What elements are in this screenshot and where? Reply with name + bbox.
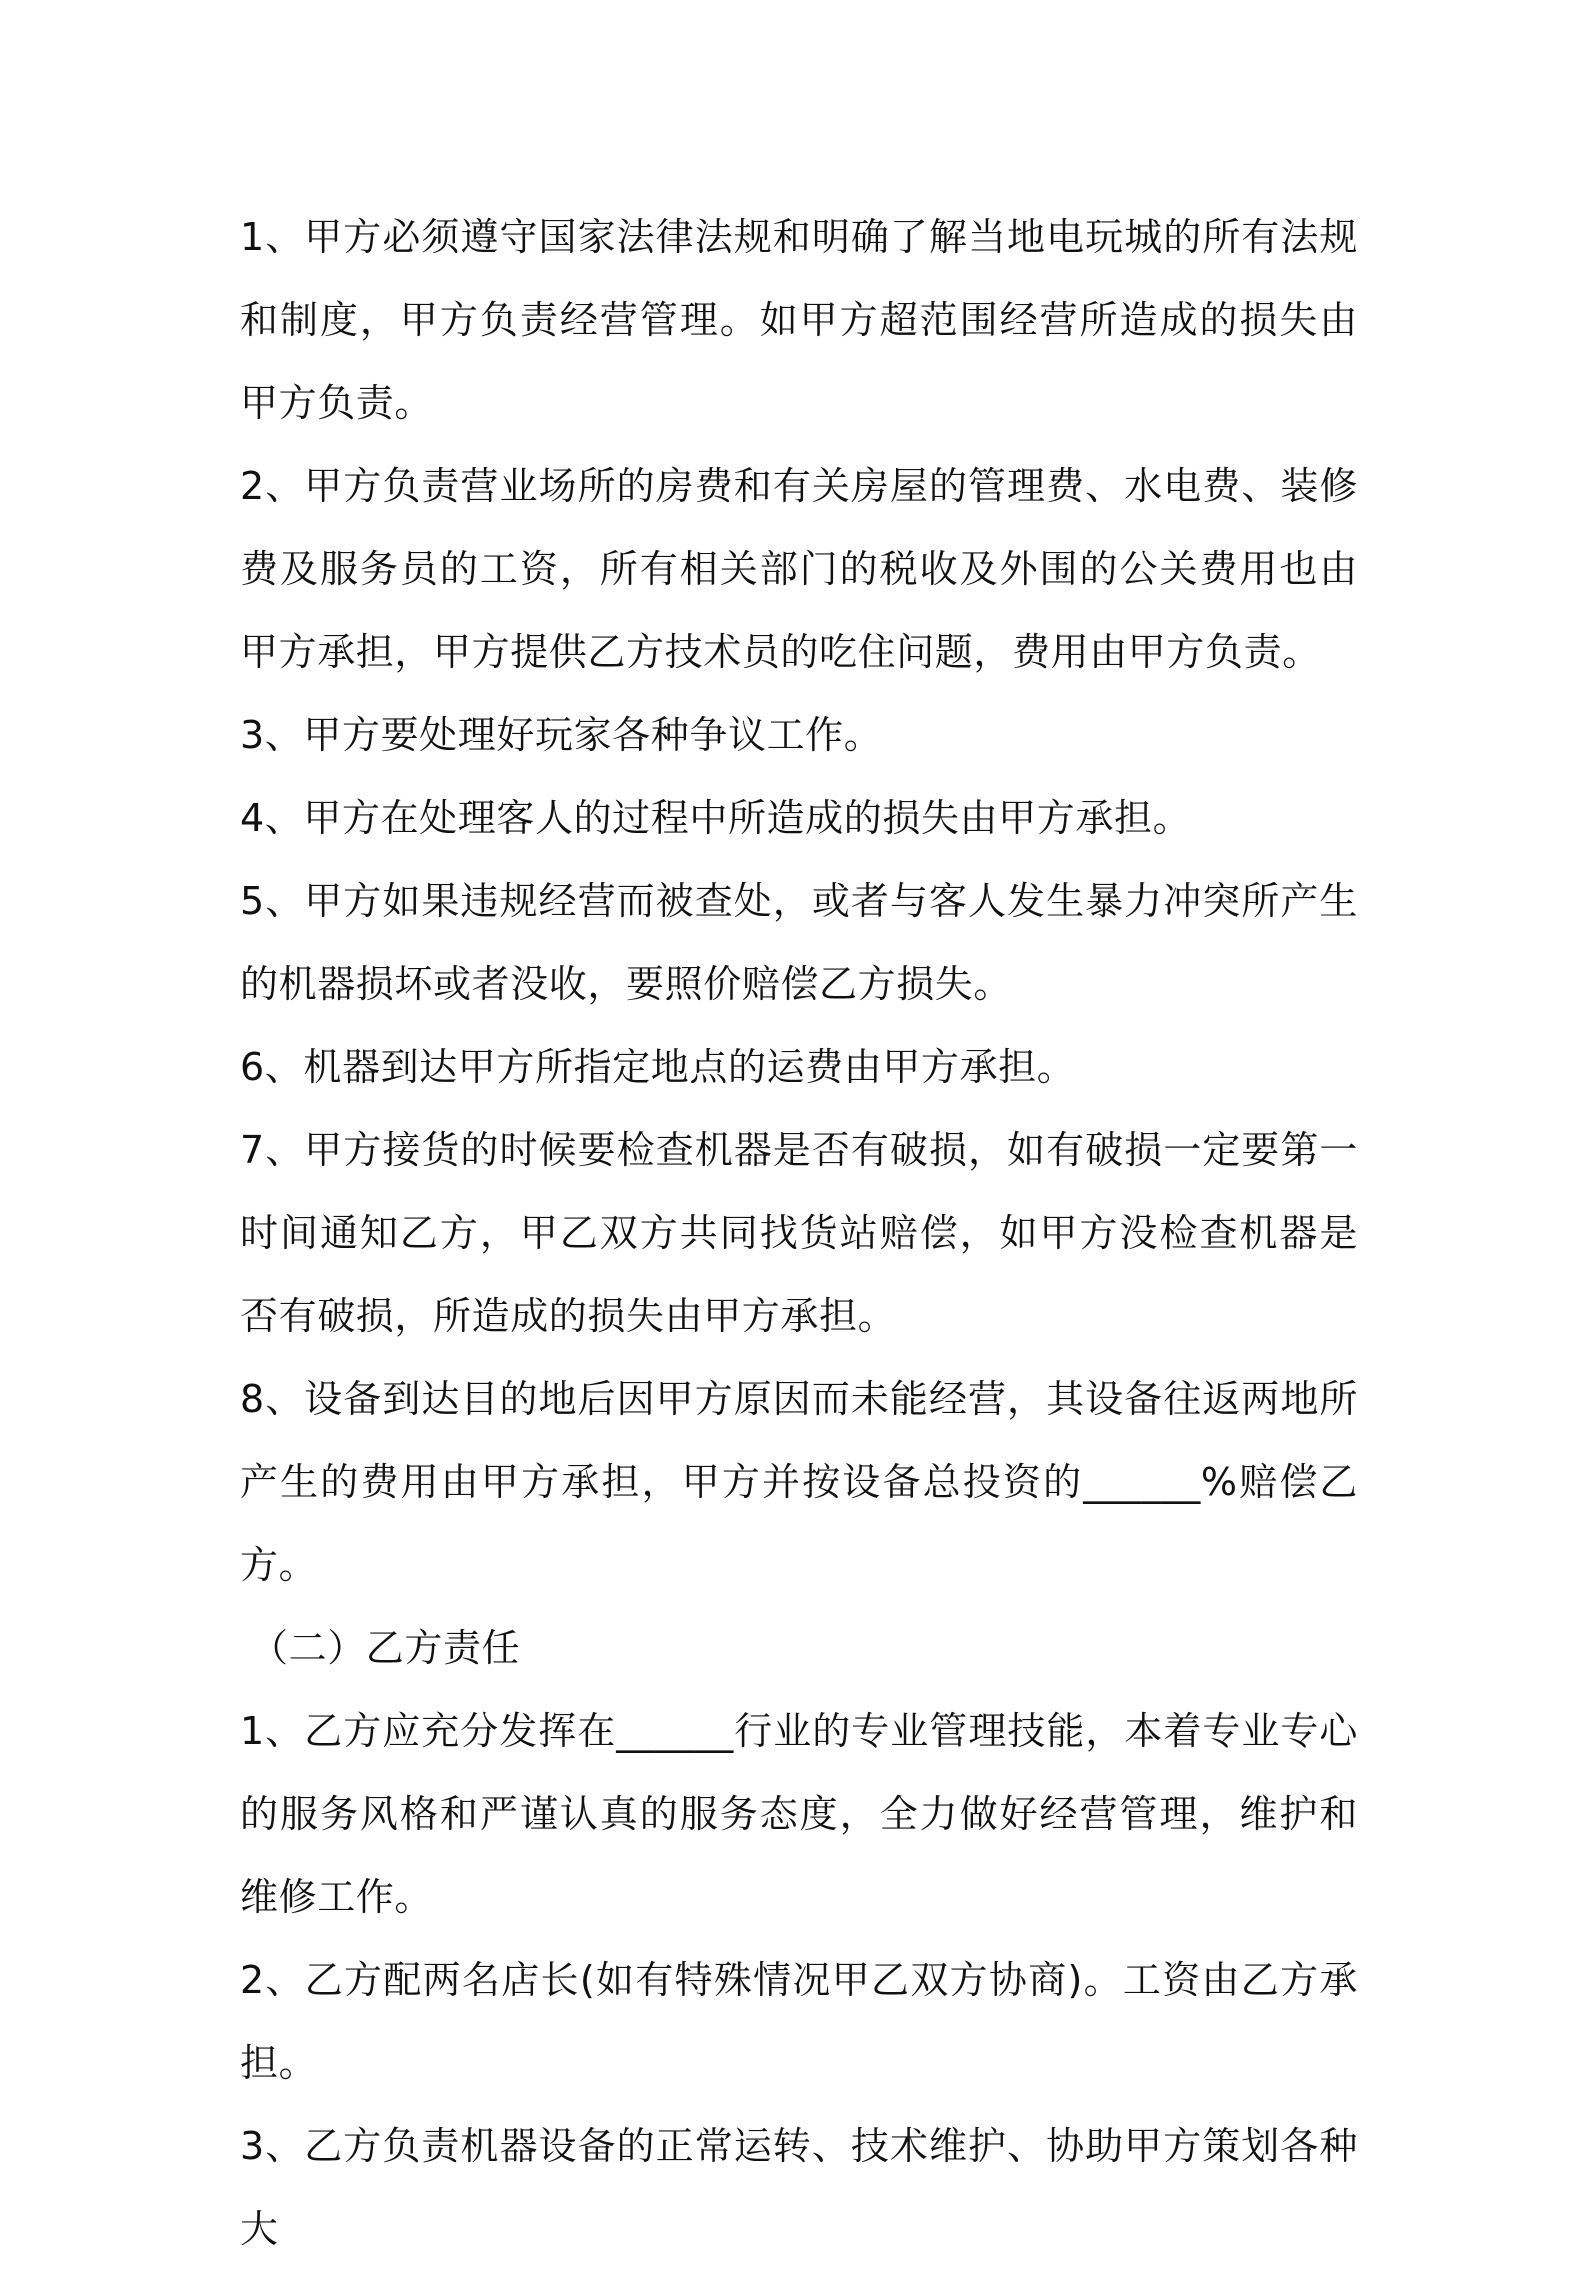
- clause-a-1: 1、甲方必须遵守国家法律法规和明确了解当地电玩城的所有法规和制度，甲方负责经营管理。如甲方超范围经营所造成的损失由甲方负责。: [240, 215, 1358, 425]
- section-heading-party-b: （二）乙方责任: [250, 1626, 521, 1670]
- clause-b-2: 2、乙方配两名店长(如有特殊情况甲乙双方协商)。工资由乙方承担。: [240, 1958, 1358, 2085]
- clause-a-6: 6、机器到达甲方所指定地点的运费由甲方承担。: [240, 1045, 1076, 1089]
- clause-a-8: 8、设备到达目的地后因甲方原因而未能经营，其设备往返两地所产生的费用由甲方承担，甲方并按设备总投资的______%赔偿乙方。: [240, 1377, 1358, 1587]
- clause-b-1: 1、乙方应充分发挥在______行业的专业管理技能，本着专业专心的服务风格和严谨认真的服务态度，全力做好经营管理，维护和维修工作。: [240, 1709, 1358, 1919]
- clause-a-3: 3、甲方要处理好玩家各种争议工作。: [240, 713, 883, 757]
- clause-b-3: 3、乙方负责机器设备的正常运转、技术维护、协助甲方策划各种大: [240, 2124, 1358, 2251]
- clause-a-7: 7、甲方接货的时候要检查机器是否有破损，如有破损一定要第一时间通知乙方，甲乙双方共同找货站赔偿，如甲方没检查机器是否有破损，所造成的损失由甲方承担。: [240, 1128, 1358, 1338]
- document-body: [240, 196, 1358, 2271]
- clause-a-4: 4、甲方在处理客人的过程中所造成的损失由甲方承担。: [240, 796, 1192, 840]
- clause-a-5: 5、甲方如果违规经营而被查处，或者与客人发生暴力冲突所产生的机器损坏或者没收，要照价赔偿乙方损失。: [240, 879, 1358, 1006]
- clause-a-2: 2、甲方负责营业场所的房费和有关房屋的管理费、水电费、装修费及服务员的工资，所有相关部门的税收及外围的公关费用也由甲方承担，甲方提供乙方技术员的吃住问题，费用由甲方负责。: [240, 464, 1358, 674]
